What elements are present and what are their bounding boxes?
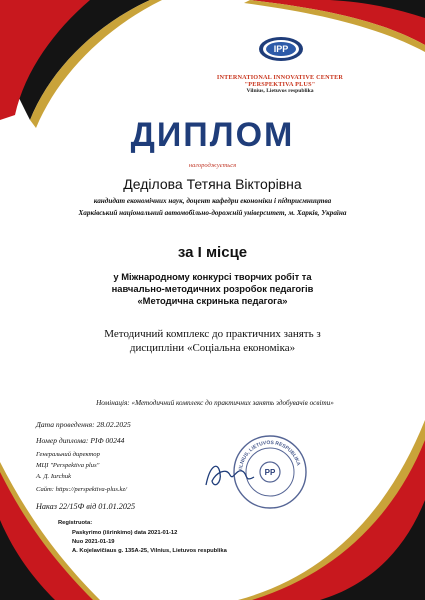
order-number: Наказ 22/15Ф від 01.01.2025	[36, 502, 136, 511]
recipient-position: кандидат економічних наук, доцент кафедри економіки і підприємництва	[93, 197, 332, 205]
contest-line: навчально-методичних розробок педагогів	[111, 283, 314, 294]
site-url: Сайт: https://perspektiva-plus.kz/	[36, 486, 127, 493]
recipient-university: Харківський національний автомобільно-дорожній університет, м. Харків, Україна	[78, 209, 347, 217]
seal-ring-text: VILNIUS, LIETUVOS RESPUBLIKA	[237, 439, 302, 473]
ipp-logo-icon	[258, 36, 304, 62]
org-header	[180, 74, 380, 94]
contest-line: у Міжнародному конкурсі творчих робіт та	[113, 271, 312, 282]
recipient-name: Деділова Тетяна Вікторівна	[123, 176, 302, 192]
work-line: Методичний комплекс до практичних занять з	[104, 328, 321, 340]
director-name: А. Д. Iurchuk	[36, 473, 72, 480]
contest-line: «Методична скринька педагога»	[137, 295, 288, 306]
seal-stamp-icon	[230, 432, 310, 512]
org-name-line2: "PERSPEKTIVA PLUS"	[244, 81, 316, 88]
org-city: Vilnius, Lietuvos respublika	[246, 88, 314, 94]
registration-line: Paskyrimo (išrinkimo) data 2021-01-12	[72, 530, 178, 536]
director-title: Генеральний директор	[36, 451, 100, 458]
registration-label: Registruota:	[58, 520, 93, 526]
logo-letters: IPP	[273, 44, 289, 54]
contest-block	[20, 271, 405, 307]
work-line: дисципліни «Соціальна економіка»	[129, 342, 296, 354]
diploma-number: Номер диплома: РІФ 00244	[36, 436, 125, 445]
diploma-title: ДИПЛОМ	[130, 116, 295, 154]
place-award: за І місце	[177, 244, 248, 261]
awarded-label: нагороджується	[188, 162, 237, 169]
company-name: МЦІ "Perspektiva plus"	[36, 462, 100, 469]
seal-center-text: PP	[264, 468, 276, 477]
event-date: Дата проведення: 28.02.2025	[36, 420, 131, 429]
work-block	[20, 327, 405, 355]
org-name-line1: INTERNATIONAL INNOVATIVE CENTER	[216, 74, 344, 81]
registration-line: Nuo 2021-01-19	[72, 539, 115, 545]
registration-address: A. Kojelavičiaus g. 135A-25, Vilnius, Lietuvos respublika	[72, 548, 227, 554]
nomination: Номінація: «Методичний комплекс до практичних занять здобувачів освіти»	[96, 399, 334, 407]
